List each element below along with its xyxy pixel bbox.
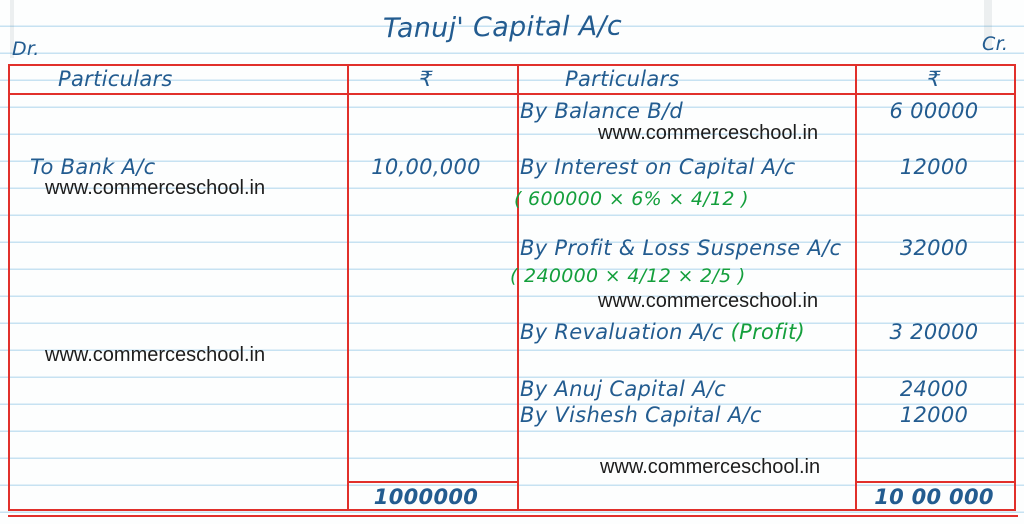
credit-row-particulars: By Vishesh Capital A/c bbox=[520, 403, 762, 427]
debit-row-particulars: To Bank A/c bbox=[30, 155, 156, 179]
credit-row-particulars-text: By Revaluation A/c bbox=[520, 320, 724, 344]
credit-row-profit-tag: (Profit) bbox=[730, 320, 806, 344]
watermark-text: www.commerceschool.in bbox=[598, 290, 819, 312]
watermark-text: www.commerceschool.in bbox=[598, 122, 819, 144]
ledger-table bbox=[8, 64, 1016, 511]
credit-row-amount: 3 20000 bbox=[889, 320, 979, 344]
watermark-text: www.commerceschool.in bbox=[45, 344, 266, 366]
debit-row-amount: 10,00,000 bbox=[371, 155, 481, 179]
debit-total-rule bbox=[347, 481, 519, 483]
credit-row-particulars: By Profit & Loss Suspense A/c bbox=[520, 236, 842, 260]
credit-row-amount: 24000 bbox=[899, 377, 969, 401]
header-left-amount: ₹ bbox=[419, 67, 433, 91]
credit-row-amount: 12000 bbox=[899, 403, 969, 427]
header-left-particulars: Particulars bbox=[58, 67, 173, 91]
column-rule-1 bbox=[347, 66, 349, 509]
credit-row-amount: 12000 bbox=[899, 155, 969, 179]
account-title: Tanuj' Capital A/c bbox=[382, 10, 623, 45]
credit-row-particulars: By Interest on Capital A/c bbox=[520, 155, 796, 179]
header-right-particulars: Particulars bbox=[565, 67, 680, 91]
credit-row-particulars bbox=[520, 320, 805, 344]
credit-row-particulars: By Balance B/d bbox=[520, 99, 683, 123]
dr-label: Dr. bbox=[12, 38, 40, 60]
credit-row-particulars: By Anuj Capital A/c bbox=[520, 377, 726, 401]
header-rule bbox=[10, 93, 1014, 95]
closing-double-rule bbox=[8, 515, 1018, 517]
column-rule-2 bbox=[517, 66, 519, 509]
cr-label: Cr. bbox=[982, 33, 1009, 55]
column-rule-3 bbox=[855, 66, 857, 509]
credit-row-amount: 32000 bbox=[899, 236, 969, 260]
credit-row-working-note: ( 600000 × 6% × 4/12 ) bbox=[514, 188, 749, 210]
watermark-text: www.commerceschool.in bbox=[45, 177, 266, 199]
debit-total: 1000000 bbox=[373, 485, 479, 509]
credit-row-working-note: ( 240000 × 4/12 × 2/5 ) bbox=[510, 265, 746, 287]
header-right-amount: ₹ bbox=[927, 67, 941, 91]
credit-row-amount: 6 00000 bbox=[889, 99, 979, 123]
credit-total-rule bbox=[855, 481, 1016, 483]
watermark-text: www.commerceschool.in bbox=[600, 456, 821, 478]
credit-total: 10 00 000 bbox=[874, 485, 994, 509]
